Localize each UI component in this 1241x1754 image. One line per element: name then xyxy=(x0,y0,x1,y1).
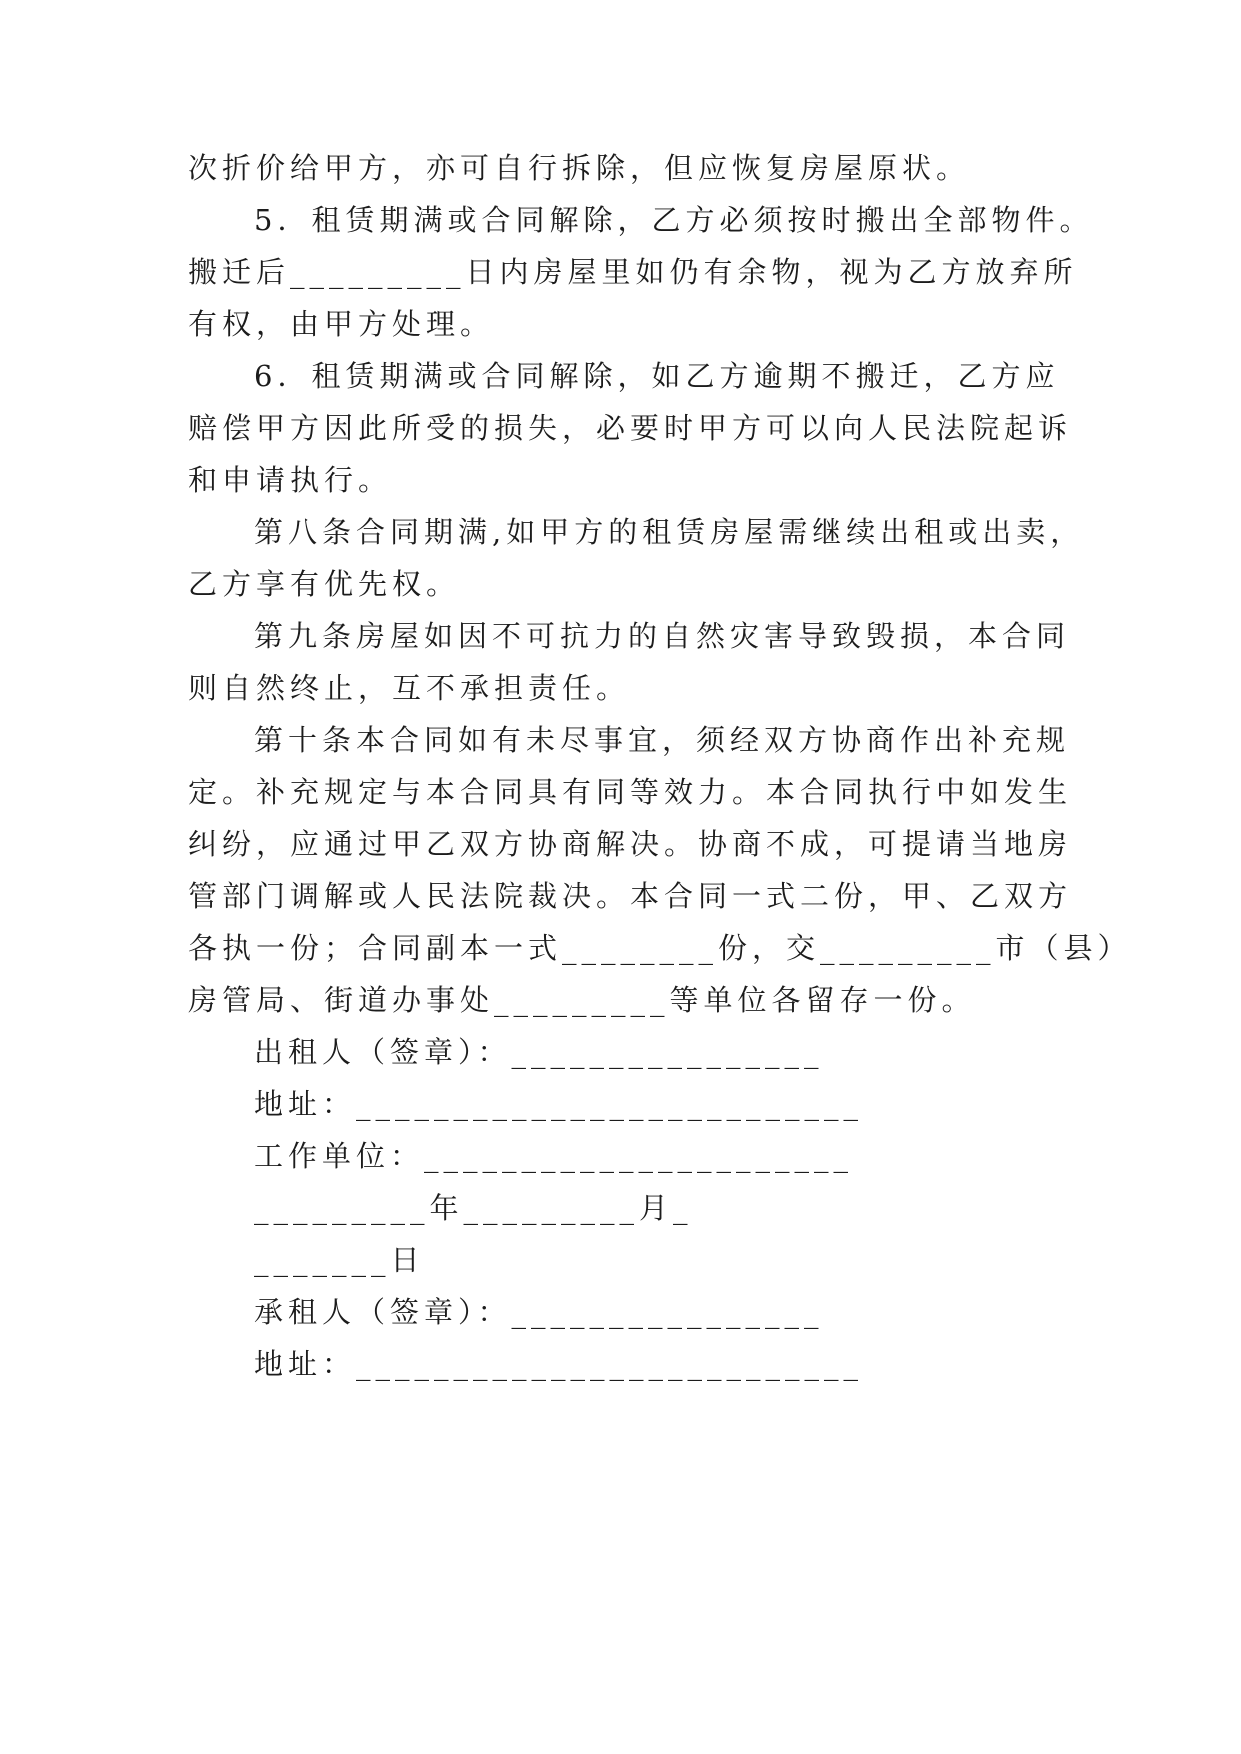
article-8: 第八条合同期满,如甲方的租赁房屋需继续出租或出卖， xyxy=(254,515,1085,549)
text-line: 搬迁后_________日内房屋里如仍有余物，视为乙方放弃所 xyxy=(188,255,1078,289)
text-line: 和申请执行。 xyxy=(188,463,393,497)
clause-6: 6．租赁期满或合同解除，如乙方逾期不搬迁，乙方应 xyxy=(254,359,1060,393)
clause-5: 5．租赁期满或合同解除，乙方必须按时搬出全部物件。 xyxy=(254,203,1094,237)
lessor-address: 地址：__________________________ xyxy=(254,1087,864,1121)
text-line: 乙方享有优先权。 xyxy=(188,567,461,601)
text-line: 各执一份；合同副本一式________份，交_________市（县） xyxy=(188,931,1132,965)
text-line: 纠纷，应通过甲乙双方协商解决。协商不成，可提请当地房 xyxy=(188,827,1073,861)
date-day: _______日 xyxy=(254,1243,425,1277)
lessor-employer: 工作单位：______________________ xyxy=(254,1139,854,1173)
text-line: 管部门调解或人民法院裁决。本合同一式二份，甲、乙双方 xyxy=(188,879,1073,913)
article-10: 第十条本合同如有未尽事宜，须经双方协商作出补充规 xyxy=(254,723,1071,757)
text-line: 有权，由甲方处理。 xyxy=(188,307,495,341)
lessor-signature: 出租人（签章）：________________ xyxy=(254,1035,824,1069)
text-line: 赔偿甲方因此所受的损失，必要时甲方可以向人民法院起诉 xyxy=(188,411,1073,445)
text-line: 次折价给甲方，亦可自行拆除，但应恢复房屋原状。 xyxy=(188,151,971,185)
text-line: 房管局、街道办事处_________等单位各留存一份。 xyxy=(188,983,976,1017)
lessee-address: 地址：__________________________ xyxy=(254,1347,864,1381)
text-line: 定。补充规定与本合同具有同等效力。本合同执行中如发生 xyxy=(188,775,1073,809)
text-line: 则自然终止，互不承担责任。 xyxy=(188,671,631,705)
date-year-month: _________年_________月_ xyxy=(254,1191,693,1225)
lessee-signature: 承租人（签章）：________________ xyxy=(254,1295,824,1329)
article-9: 第九条房屋如因不可抗力的自然灾害导致毁损，本合同 xyxy=(254,619,1071,653)
